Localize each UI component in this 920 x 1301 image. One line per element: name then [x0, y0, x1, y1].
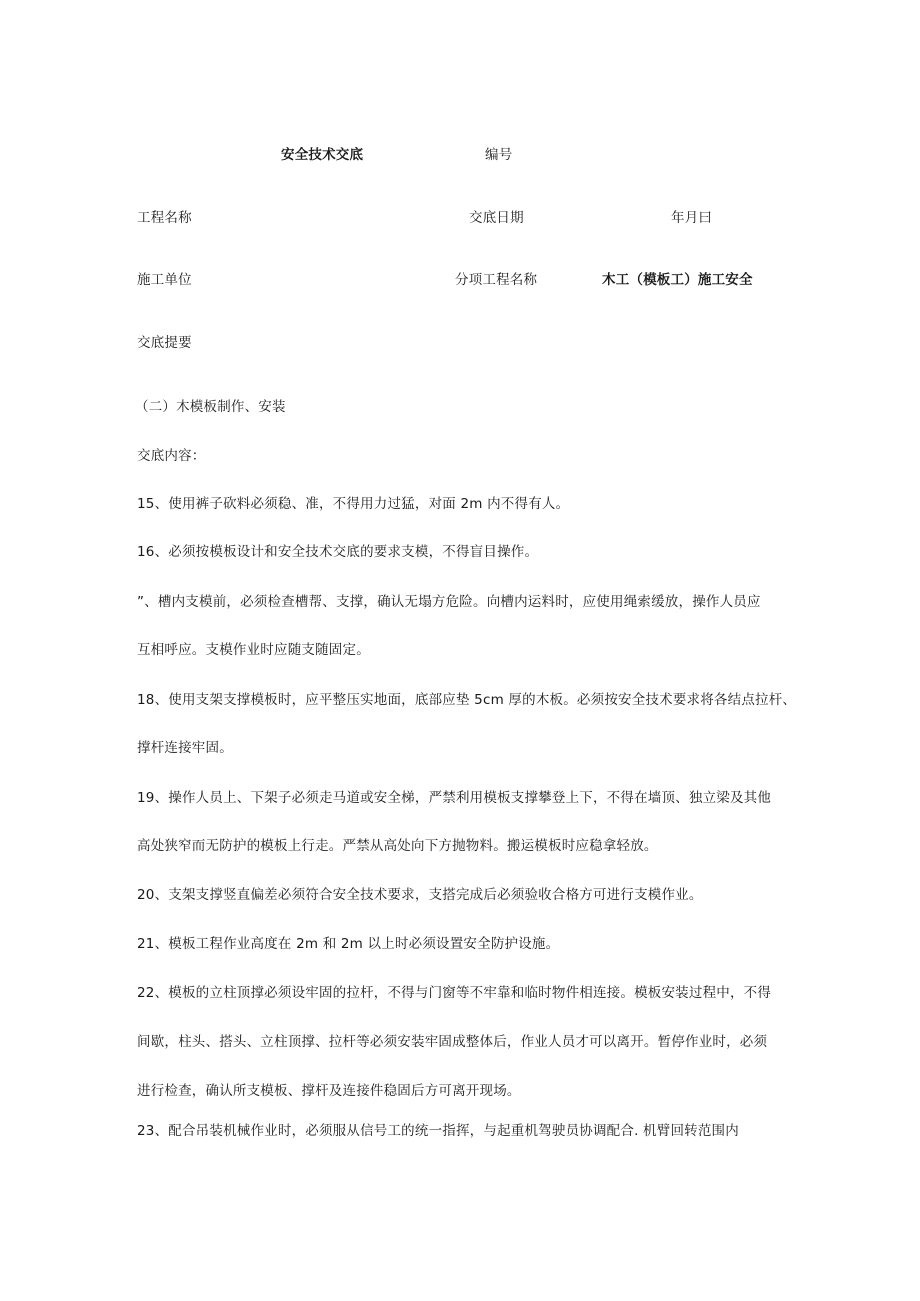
date-label: 交底日期 [469, 210, 524, 226]
body-line: 间歇，柱头、搭头、立柱顶撑、拉杆等必须安装牢固成整体后，作业人员才可以离开。暂停作业时，必须 [137, 1034, 768, 1050]
body-line: 撑杆连接牢固。 [137, 740, 233, 756]
subproject-value: 木工（模板工）施工安全 [602, 272, 753, 288]
document-title: 安全技术交底 [281, 147, 364, 163]
project-name-label: 工程名称 [137, 210, 192, 226]
body-line: 高处狭窄而无防护的模板上行走。严禁从高处向下方抛物料。搬运模板时应稳拿轻放。 [137, 838, 658, 854]
body-line: 进行检查，确认所支模板、撑杆及连接件稳固后方可离开现场。 [137, 1083, 521, 1099]
summary-label: 交底提要 [137, 335, 192, 351]
body-line: 22、模板的立柱顶撑必须设牢固的拉杆，不得与门窗等不牢靠和临时物件相连接。模板安装过程中，不得 [137, 985, 772, 1001]
body-line: 21、模板工程作业高度在 2m 和 2m 以上时必须设置安全防护设施。 [137, 936, 560, 952]
body-line: 16、必须按模板设计和安全技术交底的要求支模，不得盲目操作。 [137, 544, 539, 560]
body-line: ”、槽内支模前，必须检查槽帮、支撑，确认无塌方危险。向槽内运料时，应使用绳索缓放，操作人员应 [137, 594, 761, 610]
section-heading: （二）木模板制作、安装 [135, 399, 286, 415]
body-line: 18、使用支架支撑模板时，应平整压实地面，底部应垫 5cm 厚的木板。必须按安全技术要求将各结点拉杆、 [137, 692, 797, 708]
date-value: 年月曰 [671, 210, 713, 226]
body-line: 互相呼应。支模作业时应随支随固定。 [137, 642, 370, 658]
body-line: 19、操作人员上、下架子必须走马道或安全梯，严禁利用模板支撑攀登上下，不得在墙顶、独立梁及其他 [137, 790, 772, 806]
subproject-label: 分项工程名称 [455, 272, 538, 288]
unit-label: 施工单位 [137, 272, 192, 288]
body-line: 23、配合吊装机械作业时，必须服从信号工的统一指挥，与起重机驾驶员协调配合. 机臂回转范围内 [137, 1123, 739, 1139]
number-label: 编号 [485, 147, 513, 163]
body-line: 15、使用裤子砍料必须稳、准，不得用力过猛，对面 2m 内不得有人。 [137, 496, 570, 512]
body-line: 20、支架支撑竖直偏差必须符合安全技术要求，支搭完成后必须验收合格方可进行支模作业。 [137, 887, 703, 903]
content-label: 交底内容： [137, 448, 206, 464]
